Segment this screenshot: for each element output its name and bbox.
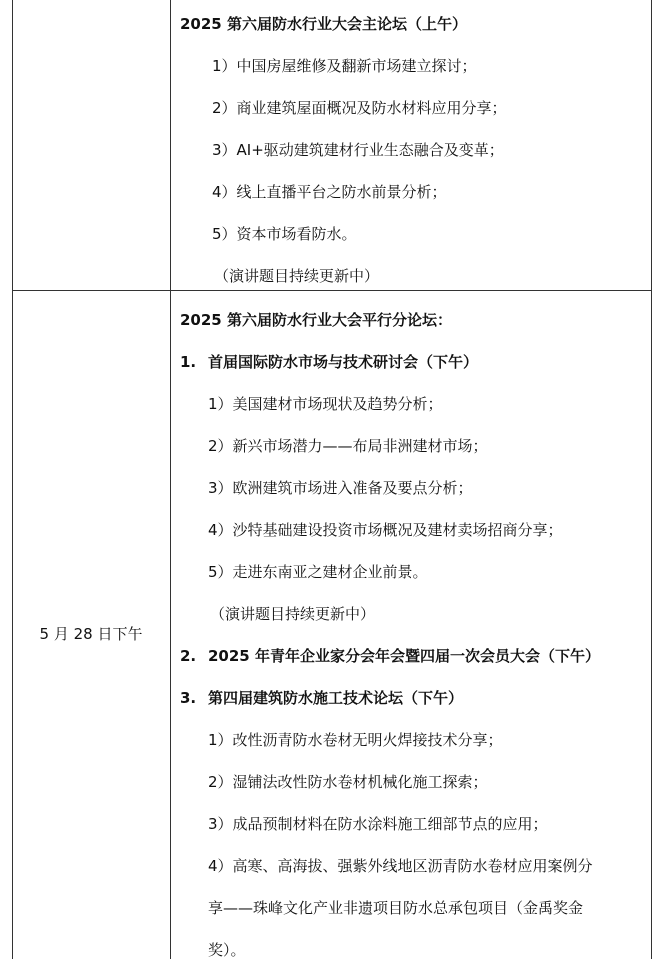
- section-title: 2025 年青年企业家分会年会暨四届一次会员大会（下午）: [208, 647, 600, 665]
- session-date: 5 月 28 日下午: [39, 625, 143, 643]
- section-note: （演讲题目持续更新中）: [210, 605, 376, 623]
- section-item: 2）湿铺法改性防水卷材机械化施工探索；: [208, 773, 488, 791]
- section-item: 2）新兴市场潜力——布局非洲建材市场；: [208, 437, 488, 455]
- section-number: 1.: [180, 353, 197, 371]
- main-forum-item: 1）中国房屋维修及翻新市场建立探讨；: [212, 57, 477, 75]
- section-item: 3）成品预制材料在防水涂料施工细部节点的应用；: [208, 815, 548, 833]
- main-forum-note: （演讲题目持续更新中）: [214, 267, 380, 285]
- section-item: 4）高寒、高海拔、强紫外线地区沥青防水卷材应用案例分: [208, 857, 593, 875]
- main-forum-title: 2025 第六届防水行业大会主论坛（上午）: [180, 15, 467, 33]
- section-item: 3）欧洲建筑市场进入准备及要点分析；: [208, 479, 473, 497]
- section-title: 第四届建筑防水施工技术论坛（下午）: [208, 689, 464, 707]
- section-item: 4）沙特基础建设投资市场概况及建材卖场招商分享；: [208, 521, 563, 539]
- section-item-continued: 享——珠峰文化产业非遗项目防水总承包项目（金禹奖金: [208, 899, 584, 917]
- parallel-forum-title: 2025 第六届防水行业大会平行分论坛：: [180, 311, 452, 329]
- table-border-right: [651, 0, 652, 959]
- table-row-divider: [12, 290, 652, 291]
- section-item: 1）改性沥青防水卷材无明火焊接技术分享；: [208, 731, 503, 749]
- section-title: 首届国际防水市场与技术研讨会（下午）: [208, 353, 479, 371]
- main-forum-item: 5）资本市场看防水。: [212, 225, 357, 243]
- section-number: 2.: [180, 647, 197, 665]
- table-column-divider: [170, 0, 171, 959]
- main-forum-item: 3）AI+驱动建筑建材行业生态融合及变革；: [212, 141, 504, 159]
- section-item-continued: 奖）。: [208, 941, 246, 959]
- main-forum-item: 2）商业建筑屋面概况及防水材料应用分享；: [212, 99, 507, 117]
- section-item: 1）美国建材市场现状及趋势分析；: [208, 395, 443, 413]
- table-border-left: [12, 0, 13, 959]
- section-item: 5）走进东南亚之建材企业前景。: [208, 563, 428, 581]
- main-forum-item: 4）线上直播平台之防水前景分析；: [212, 183, 447, 201]
- section-number: 3.: [180, 689, 197, 707]
